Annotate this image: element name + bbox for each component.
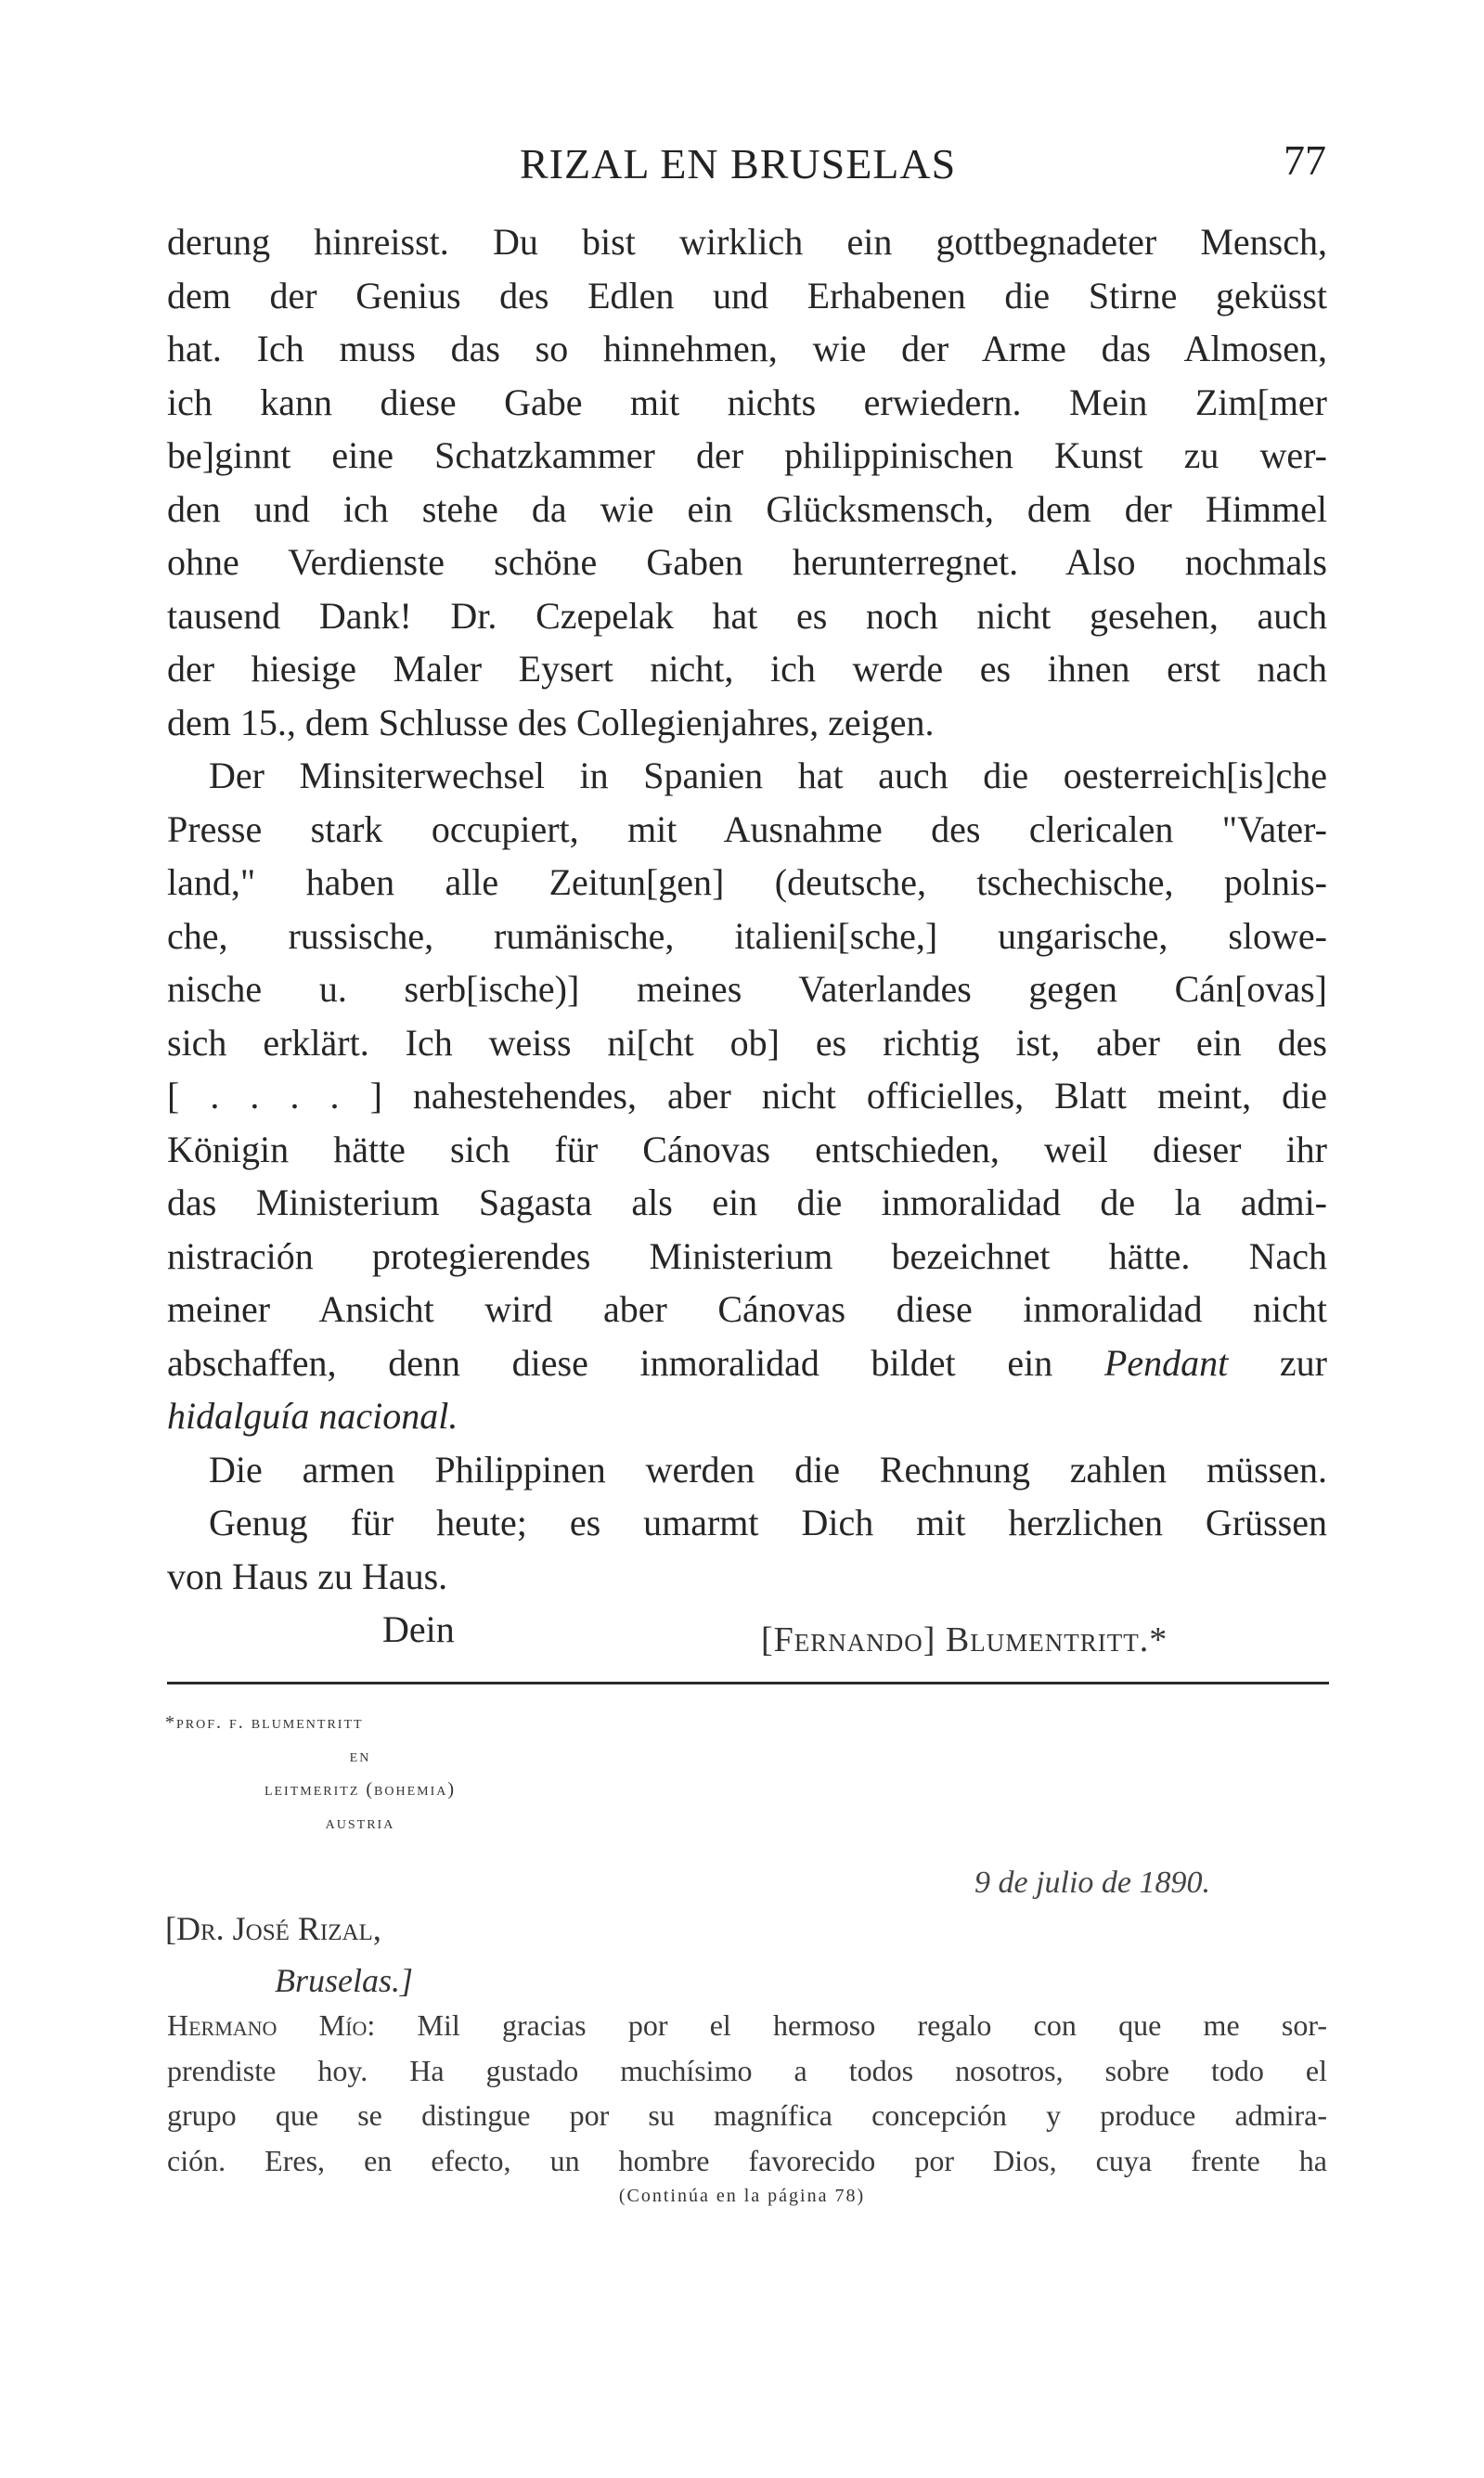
text-line: das Ministerium Sagasta als ein die inmoralidad de la admi- (167, 1181, 1327, 1223)
text-line: hidalguía nacional. (167, 1395, 458, 1437)
text-segment: zur (1279, 1341, 1327, 1384)
footnote-line: en (349, 1746, 371, 1766)
footnote-divider (167, 1682, 1329, 1684)
text-line: dem der Genius des Edlen und Erhabenen die Stirne geküsst (167, 274, 1327, 316)
closing-word: Dein (382, 1608, 455, 1650)
letter-recipient (165, 1903, 413, 2007)
footnote-line: leitmeritz (bohemia) (264, 1779, 457, 1800)
text-line: hat. Ich muss das so hinnehmen, wie der Arme das Almosen, (167, 328, 1327, 369)
page-number: 77 (1284, 136, 1326, 184)
signature: [Fernando] Blumentritt.* (761, 1620, 1168, 1659)
greeting: Hermano Mío: (167, 2008, 376, 2042)
letter-date: 9 de julio de 1890. (974, 1865, 1211, 1900)
text-line: grupo que se distingue por su magnífica concepción y produce admira- (167, 2098, 1327, 2132)
text-line: prendiste hoy. Ha gustado muchísimo a todos nosotros, sobre todo el (167, 2053, 1327, 2087)
recipient-place: Bruselas.] (275, 1962, 414, 1999)
continuation-note: (Continúa en la página 78) (618, 2186, 866, 2206)
footnote-line: *prof. f. blumentritt (165, 1712, 364, 1733)
text-line: nistración protegierendes Ministerium bezeichnet hätte. Nach (167, 1234, 1327, 1277)
letter-body-spanish (167, 2003, 1327, 2183)
text-line: Königin hätte sich für Cánovas entschieden, weil dieser ihr (167, 1128, 1327, 1170)
recipient-name: [Dr. José Rizal, (165, 1910, 381, 1947)
text-line: land," haben alle Zeitun[gen] (deutsche, tschechische, polnis- (167, 861, 1327, 903)
text-line: von Haus zu Haus. (167, 1555, 448, 1597)
text-line: ción. Eres, en efecto, un hombre favorecido por Dios, cuya frente ha (167, 2143, 1327, 2177)
text-line: ich kann diese Gabe mit nichts erwiedern. Mein Zim[mer (167, 381, 1327, 423)
text-line: che, russische, rumänische, italieni[sche,] ungarische, slowe- (167, 914, 1327, 957)
footnote-line: austria (325, 1813, 395, 1833)
text-line-mixed (167, 1336, 1327, 1390)
text-line: dem 15., dem Schlusse des Collegienjahres, zeigen. (167, 701, 935, 743)
text-line: derung hinreisst. Du bist wirklich ein gottbegnadeter Mensch, (167, 221, 1327, 263)
text-line: Presse stark occupiert, mit Ausnahme des clericalen "Vater- (167, 807, 1327, 850)
text-segment: abschaffen, denn diese inmoralidad bildet ein (167, 1341, 1053, 1384)
italic-term: Pendant (1103, 1341, 1229, 1384)
text-line: Der Minsiterwechsel in Spanien hat auch die oesterreich[is]che (209, 755, 1327, 796)
text-line: nische u. serb[ische)] meines Vaterlandes gegen Cán[ovas] (167, 968, 1327, 1010)
footnote-address (165, 1706, 555, 1839)
letter-body-german (167, 215, 1327, 1657)
text-line: den und ich stehe da wie ein Glücksmensch, dem der Himmel (167, 487, 1327, 530)
text-line: Die armen Philippinen werden die Rechnung zahlen müssen. (209, 1448, 1327, 1491)
text-line-greeting (167, 2003, 1327, 2048)
text-line: Genug für heute; es umarmt Dich mit herzlichen Grüssen (209, 1502, 1327, 1543)
running-title: RIZAL EN BRUSELAS (520, 140, 957, 187)
text-line: sich erklärt. Ich weiss ni[cht ob] es richtig ist, aber ein des (167, 1021, 1327, 1064)
text-line: tausend Dank! Dr. Czepelak hat es noch nicht gesehen, auch (167, 594, 1327, 637)
text-line: ohne Verdienste schöne Gaben herunterregnet. Also nochmals (167, 541, 1327, 583)
text-line: der hiesige Maler Eysert nicht, ich werde es ihnen erst nach (167, 648, 1327, 690)
text-line: meiner Ansicht wird aber Cánovas diese inmoralidad nicht (167, 1288, 1327, 1330)
text-segment: Mil gracias por el hermoso regalo con que me sor- (417, 2008, 1328, 2042)
text-line: [ . . . . ] nahestehendes, aber nicht officielles, Blatt meint, die (167, 1075, 1327, 1116)
text-line: be]ginnt eine Schatzkammer der philippinischen Kunst zu wer- (167, 434, 1327, 476)
